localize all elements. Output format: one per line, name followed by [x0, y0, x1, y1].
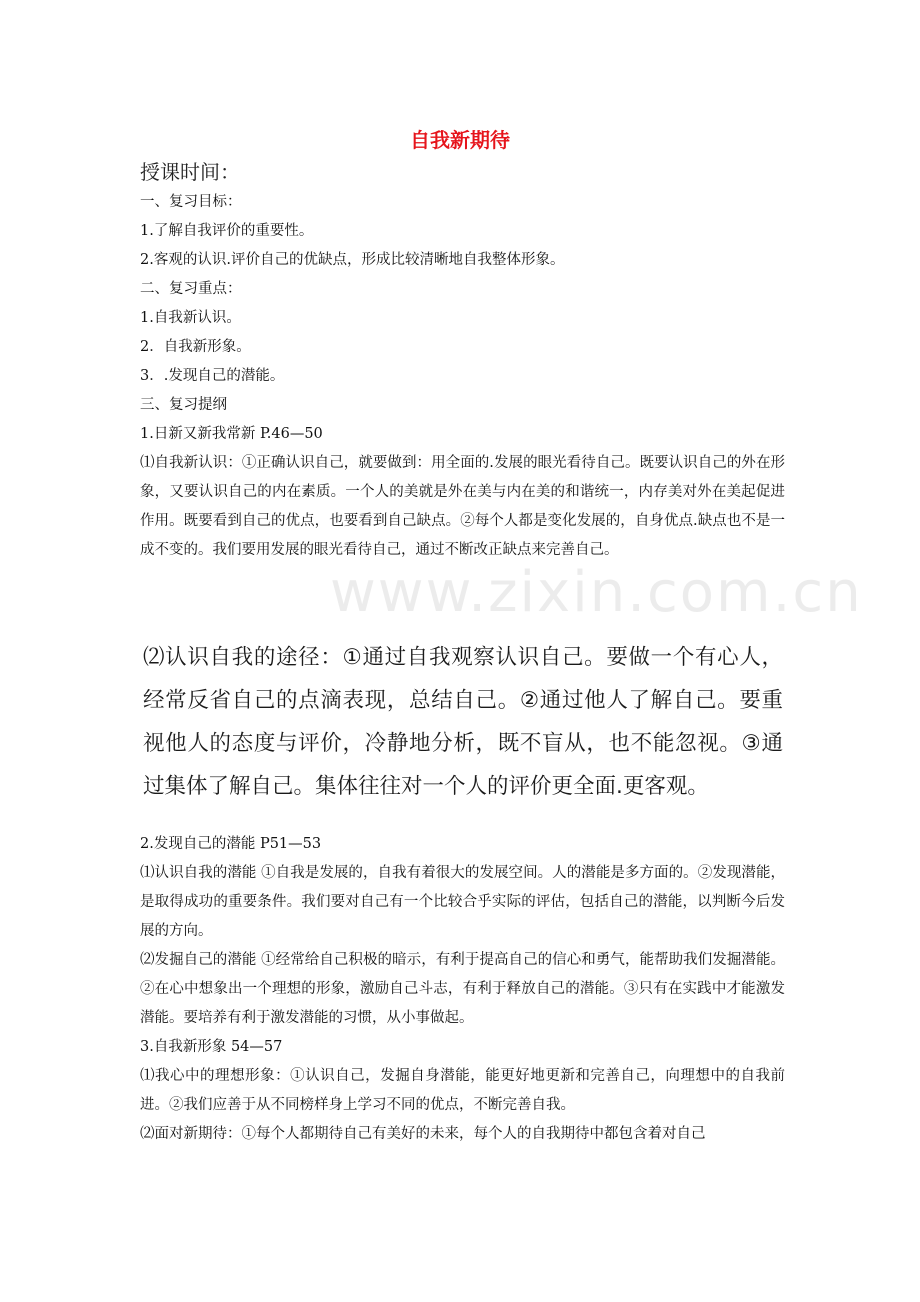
- section-heading: 一、复习目标：: [140, 194, 242, 210]
- paragraph: ⑴自我新认识：①正确认识自己，就要做到：用全面的.发展的眼光看待自己。既要认识自己的外在形象，又要认识自己的内在素质。一个人的美就是外在美与内在美的和谐统一，内存美对外在美起促进作用。既要看到自己的优点，也要看到自己缺点。②每个人都是变化发展的，自身优点.缺点也不是一成不变的。我们要用发展的眼光看待自己，通过不断改正缺点来完善自己。: [140, 455, 785, 558]
- section-heading: 三、复习提纲: [140, 397, 227, 413]
- subsection-title: 1.日新又新我常新 P.46—50: [140, 426, 323, 442]
- list-item: 1.自我新认识。: [140, 310, 241, 326]
- list-item: 3．.发现自己的潜能。: [140, 368, 285, 384]
- section-review-goals: [140, 188, 785, 565]
- section-heading: 二、复习重点：: [140, 281, 242, 297]
- paragraph: ⑵发掘自己的潜能 ①经常给自己积极的暗示，有利于提高自己的信心和勇气，能帮助我们发掘潜能。②在心中想象出一个理想的形象，激励自己斗志，有利于释放自己的潜能。③只有在实践中才能激发潜能。要培养有利于激发潜能的习惯，从小事做起。: [140, 952, 785, 1026]
- list-item: 1.了解自我评价的重要性。: [140, 223, 314, 239]
- list-item: 2.客观的认识.评价自己的优缺点，形成比较清晰地自我整体形象。: [140, 252, 565, 268]
- paragraph: ⑴认识自我的潜能 ①自我是发展的，自我有着很大的发展空间。人的潜能是多方面的。②发现潜能，是取得成功的重要条件。我们要对自己有一个比较合乎实际的评估，包括自己的潜能，以判断今后发展的方向。: [140, 865, 785, 939]
- section-potential: [140, 830, 785, 1149]
- list-item: 2．自我新形象。: [140, 339, 251, 355]
- subsection-title: 2.发现自己的潜能 P51—53: [140, 836, 322, 852]
- enlarged-paragraph: ⑵认识自我的途径：①通过自我观察认识自己。要做一个有心人，经常反省自己的点滴表现，总结自己。②通过他人了解自己。要重视他人的态度与评价，冷静地分析，既不盲从，也不能忽视。③通过集体了解自己。集体往往对一个人的评价更全面.更客观。: [143, 645, 783, 799]
- subsection-title: 3.自我新形象 54—57: [140, 1039, 283, 1055]
- page-title: 自我新期待: [410, 128, 510, 152]
- watermark: www.zixin.com.cn: [330, 560, 863, 625]
- paragraph: ⑵面对新期待：①每个人都期待自己有美好的未来，每个人的自我期待中都包含着对自己: [140, 1126, 706, 1142]
- paragraph: ⑴我心中的理想形象：①认识自己，发掘自身潜能，能更好地更新和完善自己，向理想中的自我前进。②我们应善于从不同榜样身上学习不同的优点，不断完善自我。: [140, 1068, 785, 1113]
- lesson-time-label: 授课时间：: [140, 160, 240, 184]
